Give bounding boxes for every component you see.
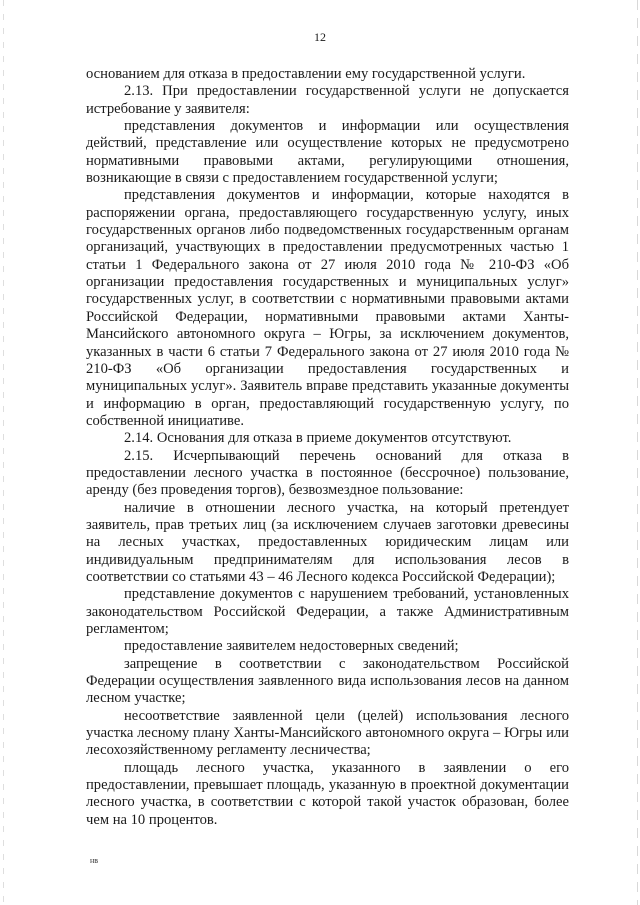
paragraph-2-14: 2.14. Основания для отказа в приеме документов отсутствуют.: [124, 430, 512, 447]
paragraph-item-actions: представления документов и информации или осуществления действий, представление или осуществление которых не предусмотрено нормативными правовыми актами, регулирующими отношения, возникающие в связи с предоставлением государственной услуги;: [86, 118, 569, 187]
page-number: 12: [314, 30, 326, 44]
scan-edge-right: [637, 0, 638, 905]
paragraph-item-documents: представления документов и информации, которые находятся в распоряжении органа, предоставляющего государственную услугу, иных государственных органов либо подведомственных государственным органам организаций, участвующих в предоставлении предусмотренных частью 1 статьи 1 Федерального закона от 27 июля 2010 года № 210-ФЗ «Об организации предоставления государственных и муниципальных услуг» государственных услуг, в соответствии с нормативными правовыми актами Российской Федерации, нормативными правовыми актами Ханты-Мансийского автономного округа – Югры, за исключением документов, указанных в части 6 статьи 7 Федерального закона от 27 июля 2010 года № 210-ФЗ «Об организации предоставления государственных и муниципальных услуг». Заявитель вправе представить указанные документы и информацию в орган, предоставляющий государственную услугу, по собственной инициативе.: [86, 187, 569, 429]
paragraph-item-false-info: предоставление заявителем недостоверных сведений;: [124, 638, 459, 655]
paragraph-2-15: 2.15. Исчерпывающий перечень оснований для отказа в предоставлении лесного участка в постоянное (бессрочное) пользование, аренду (без проведения торгов), безвозмездное пользование:: [86, 447, 569, 499]
paragraph-item-third-party-rights: наличие в отношении лесного участка, на который претендует заявитель, прав третьих лиц (за исключением случаев заготовки древесины на лесных участках, предоставленных юридическим лицам или индивидуальным предпринимателям для использования лесов в соответствии со статьями 43 – 46 Лесного кодекса Российской Федерации);: [86, 499, 569, 585]
paragraph-item-document-violations: представление документов с нарушением требований, установленных законодательством Российской Федерации, а также Административным регламентом;: [86, 586, 569, 637]
paragraph-item-prohibition: запрещение в соответствии с законодательством Российской Федерации осуществления заявленного вида использования лесов на данном лесном участке;: [86, 655, 569, 707]
paragraph-continuation: основанием для отказа в предоставлении ему государственной услуги.: [86, 66, 526, 82]
footer-initials: нв: [90, 856, 99, 865]
paragraph-2-13: 2.13. При предоставлении государственной услуги не допускается истребование у заявителя:: [86, 83, 569, 117]
scan-edge-left: [3, 0, 4, 905]
document-body: [86, 66, 569, 829]
paragraph-item-area-excess: площадь лесного участка, указанного в заявлении о его предоставлении, превышает площадь, указанную в проектной документации лесного участка, в соответствии с которой такой участок образован, более чем на 10 процентов.: [86, 759, 569, 828]
paragraph-item-purpose-mismatch: несоответствие заявленной цели (целей) использования лесного участка лесному плану Ханты-Мансийского автономного округа – Югры или лесохозяйственному регламенту лесничества;: [86, 707, 569, 759]
